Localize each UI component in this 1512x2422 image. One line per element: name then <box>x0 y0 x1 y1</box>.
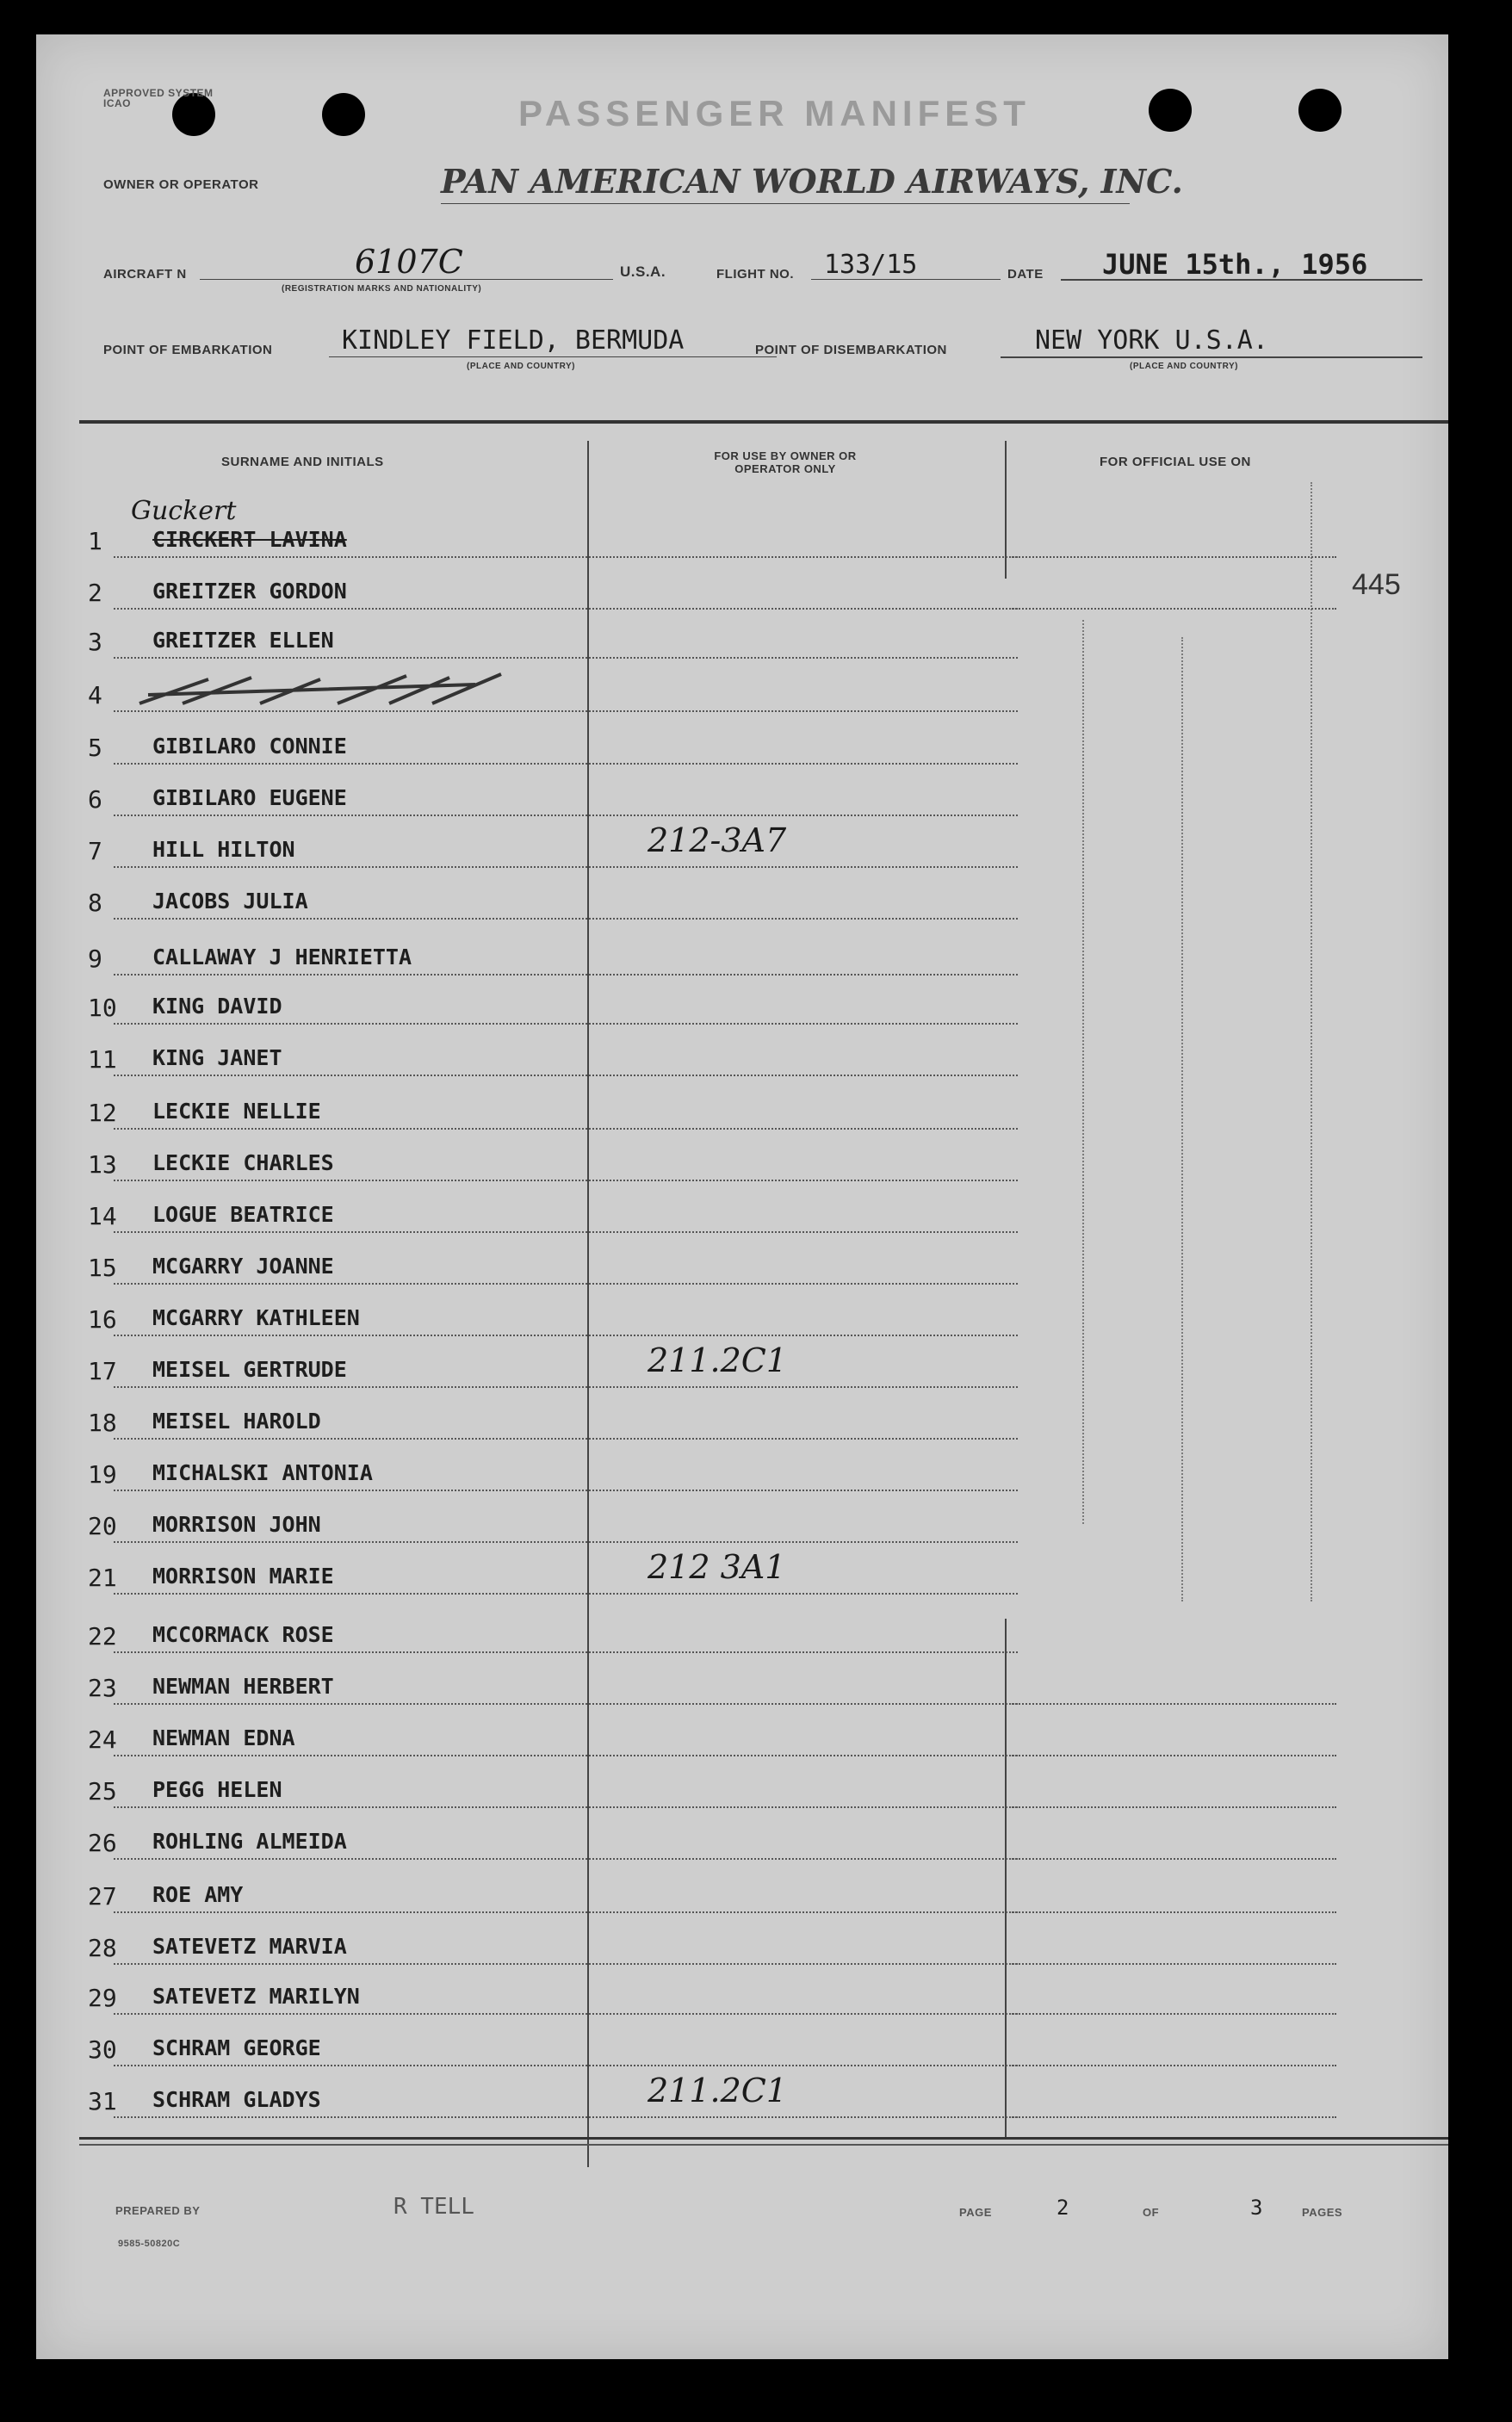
row-number: 6 <box>88 785 102 814</box>
col-header-official-use: FOR OFFICIAL USE ON <box>1100 455 1251 469</box>
disembark-value: NEW YORK U.S.A. <box>1035 325 1268 356</box>
row-number: 18 <box>88 1409 117 1437</box>
passenger-name: KING DAVID <box>152 994 282 1019</box>
manifest-sheet <box>36 34 1448 2359</box>
row-number: 23 <box>88 1674 117 1702</box>
col-header-surname: SURNAME AND INITIALS <box>221 455 384 469</box>
form-number: 9585-50820C <box>118 2239 181 2249</box>
row-number: 19 <box>88 1460 117 1489</box>
row-number: 12 <box>88 1099 117 1127</box>
row-number: 4 <box>88 681 102 709</box>
passenger-name: SCHRAM GLADYS <box>152 2087 321 2112</box>
owner-note: 211.2C1 <box>648 2072 788 2109</box>
row-number: 29 <box>88 1984 117 2012</box>
punch-hole <box>1298 89 1342 132</box>
passenger-name: LOGUE BEATRICE <box>152 1202 334 1227</box>
aircraft-value: 6107C <box>355 243 463 281</box>
passenger-name: MICHALSKI ANTONIA <box>152 1460 373 1485</box>
passenger-name: JACOBS JULIA <box>152 889 308 914</box>
embark-label: POINT OF EMBARKATION <box>103 343 273 357</box>
flight-label: FLIGHT NO. <box>716 267 794 282</box>
prepared-value: R TELL <box>393 2194 474 2220</box>
passenger-name: LECKIE CHARLES <box>152 1150 334 1175</box>
passenger-name: SATEVETZ MARVIA <box>152 1934 347 1959</box>
passenger-name: ROE AMY <box>152 1882 244 1907</box>
row-number: 5 <box>88 734 102 762</box>
date-label: DATE <box>1007 267 1044 282</box>
embark-value: KINDLEY FIELD, BERMUDA <box>342 325 685 356</box>
form-title: PASSENGER MANIFEST <box>518 93 1031 133</box>
row-number: 31 <box>88 2087 117 2115</box>
owner-note: 211.2C1 <box>648 1341 788 1379</box>
flight-value: 133/15 <box>824 250 918 280</box>
row-number: 21 <box>88 1564 117 1592</box>
passenger-name: MCCORMACK ROSE <box>152 1622 334 1647</box>
row-number: 27 <box>88 1882 117 1911</box>
of-label: OF <box>1143 2206 1160 2219</box>
row-number: 17 <box>88 1357 117 1385</box>
row-number: 2 <box>88 579 102 607</box>
passenger-name: ROHLING ALMEIDA <box>152 1829 347 1854</box>
passenger-name: MCGARRY JOANNE <box>152 1254 334 1279</box>
scribble-mark <box>131 669 561 712</box>
handwritten-correction: Guckert <box>131 496 237 526</box>
passenger-name: MEISEL HAROLD <box>152 1409 321 1434</box>
passenger-name: MCGARRY KATHLEEN <box>152 1305 360 1330</box>
row-number: 25 <box>88 1777 117 1806</box>
passenger-name: GREITZER GORDON <box>152 579 347 604</box>
row-number: 11 <box>88 1045 117 1074</box>
row-number: 26 <box>88 1829 117 1857</box>
of-value: 3 <box>1250 2196 1263 2220</box>
prepared-label: PREPARED BY <box>115 2204 201 2217</box>
passenger-name: CIRCKERT LAVINA <box>152 527 347 552</box>
passenger-name: HILL HILTON <box>152 837 295 862</box>
row-number: 8 <box>88 889 102 917</box>
col-header-owner-use: FOR USE BY OWNER OR OPERATOR ONLY <box>714 449 857 475</box>
row-number: 20 <box>88 1512 117 1540</box>
row-number: 16 <box>88 1305 117 1334</box>
passenger-name: CALLAWAY J HENRIETTA <box>152 945 412 969</box>
row-number: 3 <box>88 628 102 656</box>
owner-note: 212 3A1 <box>648 1548 786 1586</box>
passenger-name: NEWMAN EDNA <box>152 1725 295 1750</box>
passenger-name: NEWMAN HERBERT <box>152 1674 334 1699</box>
passenger-name: GIBILARO EUGENE <box>152 785 347 810</box>
row-number: 24 <box>88 1725 117 1754</box>
passenger-name: MEISEL GERTRUDE <box>152 1357 347 1382</box>
approval-note: APPROVED SYSTEM ICAO <box>103 87 214 109</box>
owner-value: PAN AMERICAN WORLD AIRWAYS, INC. <box>441 162 1183 201</box>
passenger-name: SCHRAM GEORGE <box>152 2035 321 2060</box>
aircraft-label: AIRCRAFT N <box>103 267 187 282</box>
owner-label: OWNER OR OPERATOR <box>103 177 259 192</box>
passenger-name: GREITZER ELLEN <box>152 628 334 653</box>
place-caption: (PLACE AND COUNTRY) <box>467 362 575 371</box>
date-value: JUNE 15th., 1956 <box>1102 248 1368 281</box>
pages-label: PAGES <box>1302 2206 1343 2219</box>
page-value: 2 <box>1057 2196 1069 2220</box>
punch-hole <box>1149 89 1192 132</box>
row-number: 22 <box>88 1622 117 1651</box>
passenger-name: SATEVETZ MARILYN <box>152 1984 360 2009</box>
place-caption-2: (PLACE AND COUNTRY) <box>1130 362 1238 371</box>
row-number: 7 <box>88 837 102 865</box>
row-number: 28 <box>88 1934 117 1962</box>
passenger-name: MORRISON MARIE <box>152 1564 334 1589</box>
registration-caption: (REGISTRATION MARKS AND NATIONALITY) <box>282 284 482 294</box>
passenger-name: KING JANET <box>152 1045 282 1070</box>
row-number: 9 <box>88 945 102 973</box>
passenger-name: PEGG HELEN <box>152 1777 282 1802</box>
owner-note: 212-3A7 <box>648 821 787 859</box>
passenger-name: LECKIE NELLIE <box>152 1099 321 1124</box>
disembark-label: POINT OF DISEMBARKATION <box>755 343 947 357</box>
row-number: 10 <box>88 994 117 1022</box>
row-number: 15 <box>88 1254 117 1282</box>
row-number: 30 <box>88 2035 117 2064</box>
passenger-name: GIBILARO CONNIE <box>152 734 347 759</box>
passenger-name: MORRISON JOHN <box>152 1512 321 1537</box>
side-number: 445 <box>1352 568 1401 601</box>
row-number: 14 <box>88 1202 117 1230</box>
row-number: 13 <box>88 1150 117 1179</box>
country: U.S.A. <box>620 263 666 280</box>
page-label: PAGE <box>959 2206 992 2219</box>
punch-hole <box>322 93 365 136</box>
row-number: 1 <box>88 527 102 555</box>
